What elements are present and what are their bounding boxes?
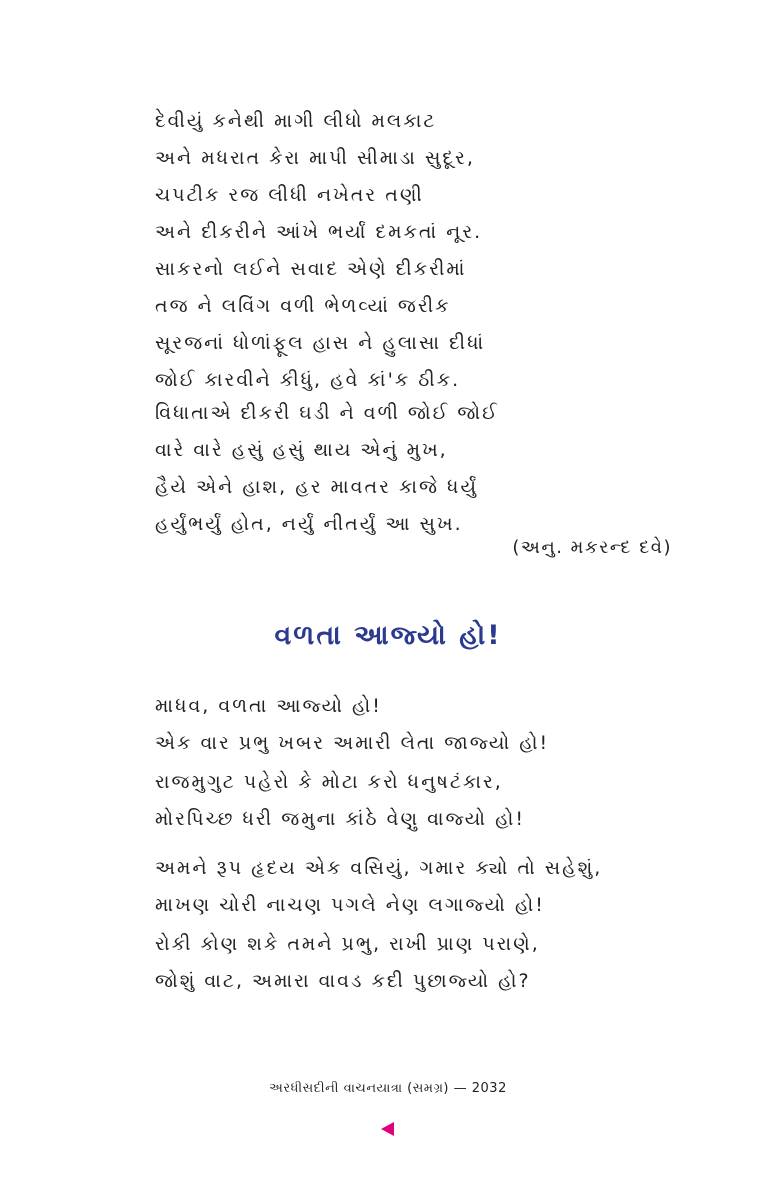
- poem-line: રોકી કોણ શકે તમને પ્રભુ, રાખી પ્રાણ પરાણે,: [155, 933, 540, 955]
- poem-line: સૂરજનાં ધોળાંફૂલ હાસ ને હુલાસા દીધાં: [155, 332, 486, 354]
- poem2-stanza-1: [155, 688, 549, 762]
- poem-line: એક વાર પ્રભુ ખબર અમારી લેતા જાજ્યો હો!: [155, 732, 550, 754]
- translator-credit: (અનુ. મકરન્દ દવે): [512, 537, 672, 558]
- poem-line: જોઈ કારવીને કીધું, હવે કાં'ક ઠીક.: [155, 369, 461, 391]
- poem1-stanza-1: [155, 103, 482, 251]
- poem2-stanza-4: [155, 926, 540, 1000]
- poem-line: તજ ને લવિંગ વળી ભેળવ્યાં જરીક: [155, 295, 451, 317]
- poem-line: અને દીકરીને આંખે ભર્યાં દમકતાં નૂર.: [155, 221, 483, 243]
- poem-line: ચપટીક રજ લીધી નખેતર તણી: [155, 184, 424, 206]
- poem-line: જોશું વાટ, અમારા વાવડ કદી પુછાજ્યો હો?: [155, 970, 531, 992]
- poem-line: અમને રૂપ હૃદય એક વસિયું, ગમાર ક્યો તો સહેશું,: [155, 857, 603, 879]
- poem1-stanza-3: [155, 395, 499, 543]
- poem-line: રાજમુગુટ પહેરો કે મોટા કરો ધનુષટંકાર,: [155, 771, 503, 793]
- poem-line: હૈયે એને હાશ, હર માવતર કાજે ધર્યું: [155, 476, 479, 498]
- poem2-stanza-3: [155, 850, 602, 924]
- left-triangle-icon[interactable]: [381, 1122, 394, 1136]
- poem-line: હર્યુંભર્યું હોત, નર્યું નીતર્યું આ સુખ.: [155, 513, 463, 535]
- poem-line: મોરપિચ્છ ધરી જમુના કાંઠે વેણુ વાજ્યો હો!: [155, 808, 525, 830]
- poem-line: દેવીયું કનેથી માગી લીધો મલકાટ: [155, 110, 437, 132]
- poem-line: વારે વારે હસું હસું થાય એનું મુખ,: [155, 439, 448, 461]
- poem-line: અને મધરાત કેરા માપી સીમાડા સુદૂર,: [155, 147, 475, 169]
- poem2-stanza-2: [155, 764, 525, 838]
- poem-line: માખણ ચોરી નાચણ પગલે નેણ લગાજ્યો હો!: [155, 894, 545, 916]
- page-footer: અરધીસદીની વાચનયાત્રા (સમગ્ર) — 2032: [269, 1081, 507, 1096]
- poem-line: સાકરનો લઈને સવાદ એણે દીકરીમાં: [155, 258, 467, 280]
- poem1-stanza-2: [155, 251, 485, 399]
- poem-title: વળતા આજ્યો હો!: [274, 620, 502, 651]
- poem-line: વિધાતાએ દીકરી ઘડી ને વળી જોઈ જોઈ: [155, 402, 499, 424]
- poem-line: માધવ, વળતા આજ્યો હો!: [155, 695, 382, 717]
